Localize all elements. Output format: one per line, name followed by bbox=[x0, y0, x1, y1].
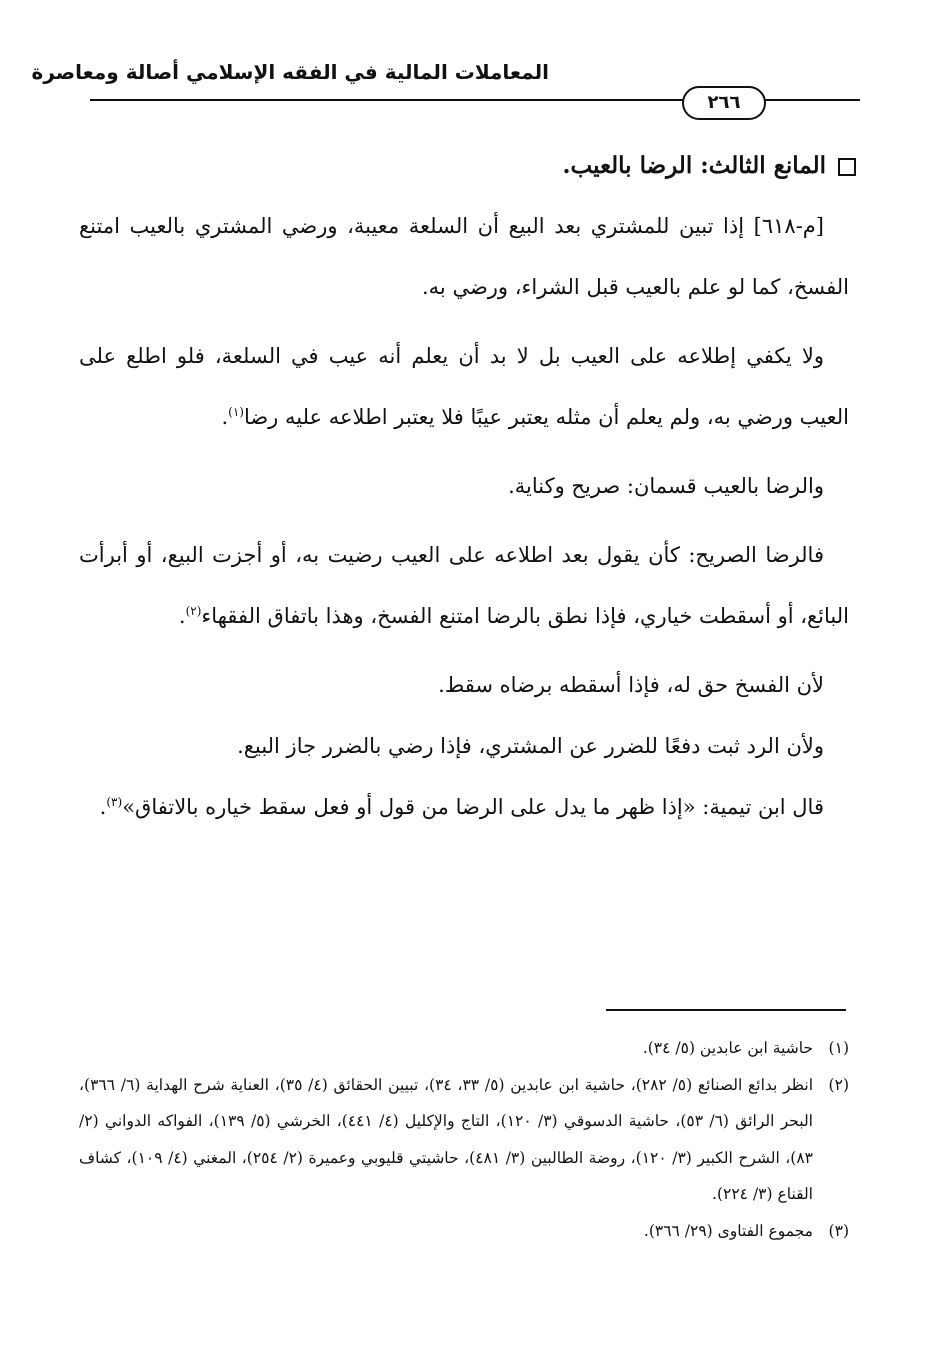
body-text bbox=[79, 196, 849, 838]
paragraph-2-end: . bbox=[221, 405, 229, 429]
footnote-number: (٣) bbox=[828, 1221, 849, 1240]
square-bullet-icon bbox=[838, 158, 856, 176]
paragraph-7-end: . bbox=[99, 795, 107, 819]
footnote-number: (٢) bbox=[828, 1075, 849, 1094]
footnote-ref-1[interactable]: (١) bbox=[228, 405, 244, 419]
footnote-ref-2[interactable]: (٢) bbox=[185, 604, 202, 618]
running-header-title: المعاملات المالية في الفقه الإسلامي أصالة ومعاصرة bbox=[31, 60, 549, 84]
paragraph-3: والرضا بالعيب قسمان: صريح وكناية. bbox=[508, 474, 824, 498]
section-heading-text: المانع الثالث: الرضا بالعيب. bbox=[562, 152, 826, 179]
paragraph-2-text: ولا يكفي إطلاعه على العيب بل لا بد أن يعلم أنه عيب في السلعة، فلو اطلع على العيب ورضي به، ولم يعلم أن مثله يعتبر عيبًا فلا يعتبر اطلاعه عليه رضا bbox=[79, 344, 849, 429]
paragraph-5: لأن الفسخ حق له، فإذا أسقطه برضاه سقط. bbox=[438, 673, 824, 697]
footnote-item bbox=[79, 1067, 849, 1213]
paragraph-4-end: . bbox=[178, 604, 186, 628]
paragraph-7-text: قال ابن تيمية: «إذا ظهر ما يدل على الرضا من قول أو فعل سقط خياره بالاتفاق» bbox=[122, 795, 824, 819]
paragraph-4-text: فالرضا الصريح: كأن يقول بعد اطلاعه على العيب رضيت به، أو أجزت البيع، أو أبرأت البائع، أو أسقطت خياري، فإذا نطق بالرضا امتنع الفسخ، وهذا باتفاق الفقهاء bbox=[79, 543, 849, 628]
paragraph-1: [م-٦١٨] إذا تبين للمشتري بعد البيع أن السلعة معيبة، ورضي المشتري بالعيب امتنع الفسخ، كما لو علم بالعيب قبل الشراء، ورضي به. bbox=[79, 214, 849, 299]
page-number: ٢٦٦ bbox=[682, 86, 766, 120]
footnote-separator bbox=[606, 1009, 846, 1011]
paragraph-6: ولأن الرد ثبت دفعًا للضرر عن المشتري، فإذا رضي بالضرر جاز البيع. bbox=[237, 734, 824, 758]
footnote-ref-3[interactable]: (٣) bbox=[106, 795, 123, 809]
footnote-text: مجموع الفتاوى (٢٩/ ٣٦٦). bbox=[643, 1221, 813, 1240]
paragraph-4 bbox=[79, 525, 849, 647]
paragraph-2 bbox=[79, 326, 849, 448]
footnote-number: (١) bbox=[828, 1039, 849, 1057]
paragraph-7 bbox=[79, 777, 849, 838]
footnote-item bbox=[79, 1213, 849, 1250]
footnotes bbox=[79, 1030, 849, 1250]
section-heading bbox=[563, 148, 856, 184]
footnote-text: انظر بدائع الصنائع (٥/ ٢٨٢)، حاشية ابن عابدين (٥/ ٣٣، ٣٤)، تبيين الحقائق (٤/ ٣٥)، العناية شرح الهداية (٦/ ٣٦٦)، البحر الرائق (٦/ ٥٣)، حاشية الدسوقي (٣/ ١٢٠)، التاج والإكليل (٤/ ٤٤١)، الخرشي (٥/ ١٣٩)، الفواكه الدواني (٢/ ٨٣)، الشرح الكبير (٣/ ١٢٠)، روضة الطالبين (٣/ ٤٨١)، حاشيتي قليوبي وعميرة (٢/ ٢٥٤)، المغني (٤/ ١٠٩)، كشاف القناع (٣/ ٢٢٤). bbox=[79, 1075, 814, 1204]
footnote-item bbox=[79, 1030, 849, 1067]
footnote-text: حاشية ابن عابدين (٥/ ٣٤). bbox=[642, 1039, 813, 1057]
